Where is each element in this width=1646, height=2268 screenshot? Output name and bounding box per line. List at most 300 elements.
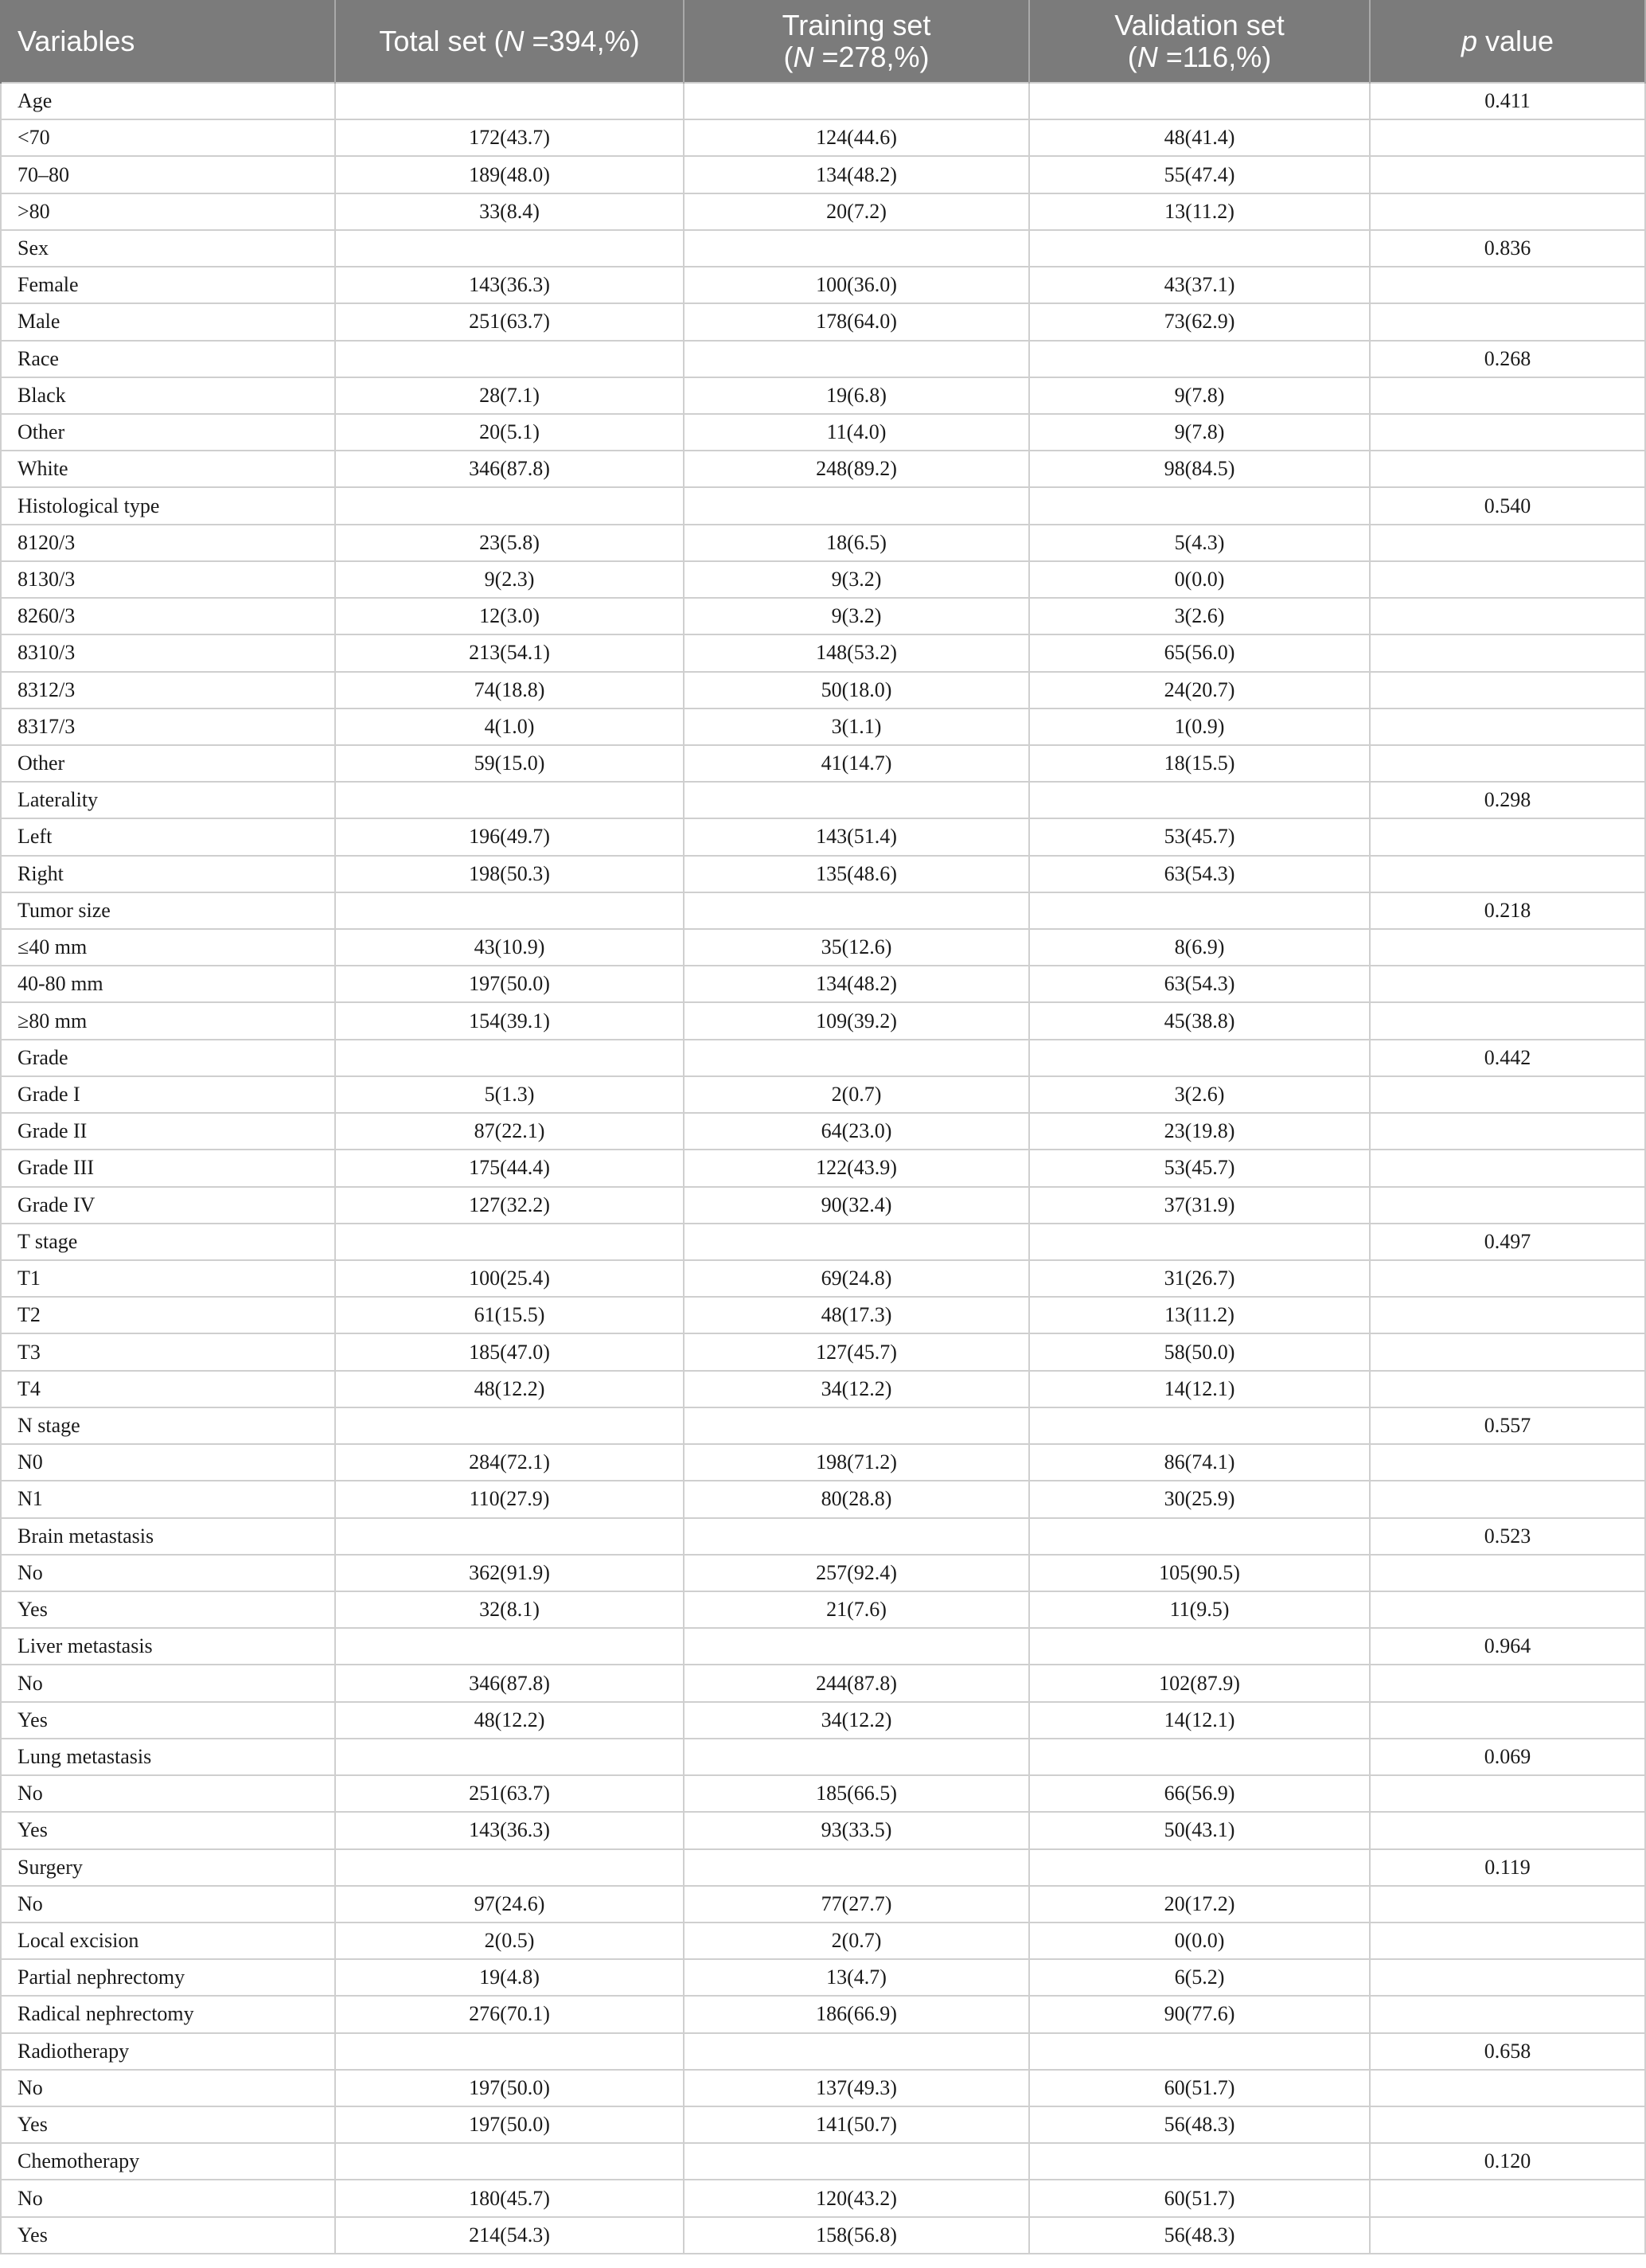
table-row: [1, 341, 1645, 377]
cell-variable: Chemotherapy: [1, 2143, 335, 2180]
table-header: [1, 0, 1645, 83]
cell-validation-set: 66(56.9): [1029, 1775, 1370, 1812]
cell-total-set: [335, 487, 684, 524]
cell-total-set: [335, 1849, 684, 1886]
cell-total-set: 196(49.7): [335, 818, 684, 855]
cell-validation-set: [1029, 1407, 1370, 1444]
cell-validation-set: 3(2.6): [1029, 598, 1370, 634]
cell-total-set: 189(48.0): [335, 156, 684, 193]
cell-training-set: 248(89.2): [684, 451, 1029, 487]
table-row: [1, 1849, 1645, 1886]
cell-total-set: [335, 341, 684, 377]
cell-total-set: 346(87.8): [335, 1665, 684, 1701]
table-row: [1, 1665, 1645, 1701]
cell-validation-set: 30(25.9): [1029, 1481, 1370, 1517]
cell-p-value: [1370, 1555, 1645, 1591]
cell-validation-set: 37(31.9): [1029, 1187, 1370, 1224]
cell-p-value: 0.119: [1370, 1849, 1645, 1886]
table-row: [1, 892, 1645, 929]
cell-variable: Grade III: [1, 1150, 335, 1186]
cell-training-set: 20(7.2): [684, 193, 1029, 230]
cell-variable: No: [1, 1775, 335, 1812]
cell-training-set: [684, 1040, 1029, 1076]
cell-training-set: 2(0.7): [684, 1076, 1029, 1113]
cell-total-set: 251(63.7): [335, 1775, 684, 1812]
cell-validation-set: [1029, 230, 1370, 267]
cell-p-value: 0.523: [1370, 1518, 1645, 1555]
header-total-set: Total set (N =394,%): [335, 0, 684, 83]
cell-p-value: [1370, 1187, 1645, 1224]
cell-training-set: [684, 892, 1029, 929]
cell-validation-set: [1029, 341, 1370, 377]
cell-p-value: [1370, 966, 1645, 1002]
cell-variable: 40-80 mm: [1, 966, 335, 1002]
cell-p-value: [1370, 1812, 1645, 1848]
cell-total-set: 172(43.7): [335, 119, 684, 156]
cell-variable: N1: [1, 1481, 335, 1517]
cell-total-set: 61(15.5): [335, 1297, 684, 1333]
cell-variable: Lung metastasis: [1, 1739, 335, 1775]
table-row: [1, 2033, 1645, 2070]
cell-training-set: 143(51.4): [684, 818, 1029, 855]
table-row: [1, 1775, 1645, 1812]
cell-variable: Male: [1, 303, 335, 340]
table-row: [1, 1959, 1645, 1996]
table-row: [1, 414, 1645, 451]
cell-p-value: 0.658: [1370, 2033, 1645, 2070]
cell-p-value: [1370, 2106, 1645, 2143]
table-row: [1, 1996, 1645, 2032]
cell-validation-set: [1029, 487, 1370, 524]
cell-variable: Left: [1, 818, 335, 855]
cell-p-value: [1370, 2180, 1645, 2216]
cell-validation-set: 60(51.7): [1029, 2180, 1370, 2216]
cell-training-set: [684, 230, 1029, 267]
cell-variable: Tumor size: [1, 892, 335, 929]
cell-total-set: 143(36.3): [335, 267, 684, 303]
cell-training-set: 9(3.2): [684, 561, 1029, 598]
cell-p-value: [1370, 1371, 1645, 1407]
table-row: [1, 1812, 1645, 1848]
cell-total-set: [335, 1518, 684, 1555]
cell-validation-set: [1029, 1518, 1370, 1555]
cell-validation-set: 14(12.1): [1029, 1702, 1370, 1739]
table-row: [1, 1187, 1645, 1224]
table-row: [1, 1555, 1645, 1591]
table-row: [1, 745, 1645, 782]
cell-p-value: [1370, 1702, 1645, 1739]
cell-validation-set: 55(47.4): [1029, 156, 1370, 193]
cell-training-set: 109(39.2): [684, 1002, 1029, 1039]
cell-training-set: 80(28.8): [684, 1481, 1029, 1517]
cell-total-set: [335, 1224, 684, 1260]
cell-total-set: [335, 892, 684, 929]
cell-total-set: 48(12.2): [335, 1702, 684, 1739]
cell-total-set: 175(44.4): [335, 1150, 684, 1186]
cell-total-set: 33(8.4): [335, 193, 684, 230]
cell-variable: 70–80: [1, 156, 335, 193]
cell-p-value: [1370, 929, 1645, 966]
cell-training-set: [684, 83, 1029, 119]
cell-validation-set: [1029, 1849, 1370, 1886]
cell-variable: No: [1, 1665, 335, 1701]
table-row: [1, 1371, 1645, 1407]
cell-training-set: 18(6.5): [684, 525, 1029, 561]
table-row: [1, 856, 1645, 892]
cell-variable: Brain metastasis: [1, 1518, 335, 1555]
cell-variable: Other: [1, 414, 335, 451]
cell-variable: Race: [1, 341, 335, 377]
cell-p-value: [1370, 1113, 1645, 1150]
header-row: [1, 0, 1645, 83]
cell-total-set: 59(15.0): [335, 745, 684, 782]
cell-p-value: [1370, 1260, 1645, 1297]
cell-training-set: 35(12.6): [684, 929, 1029, 966]
cell-total-set: [335, 1739, 684, 1775]
cell-total-set: 2(0.5): [335, 1923, 684, 1959]
cell-total-set: 251(63.7): [335, 303, 684, 340]
cell-total-set: 180(45.7): [335, 2180, 684, 2216]
cell-training-set: 13(4.7): [684, 1959, 1029, 1996]
cell-validation-set: 13(11.2): [1029, 1297, 1370, 1333]
cell-total-set: [335, 83, 684, 119]
cell-p-value: 0.964: [1370, 1628, 1645, 1665]
cell-training-set: 9(3.2): [684, 598, 1029, 634]
table-row: [1, 1923, 1645, 1959]
cell-validation-set: 45(38.8): [1029, 1002, 1370, 1039]
cell-training-set: 41(14.7): [684, 745, 1029, 782]
cell-total-set: 213(54.1): [335, 634, 684, 671]
cell-total-set: 48(12.2): [335, 1371, 684, 1407]
cell-variable: Partial nephrectomy: [1, 1959, 335, 1996]
cell-validation-set: [1029, 782, 1370, 818]
cell-variable: Sex: [1, 230, 335, 267]
cell-variable: T4: [1, 1371, 335, 1407]
table-row: [1, 230, 1645, 267]
cell-training-set: [684, 1518, 1029, 1555]
table-row: [1, 2217, 1645, 2254]
table-row: [1, 598, 1645, 634]
cell-validation-set: 5(4.3): [1029, 525, 1370, 561]
cell-total-set: [335, 782, 684, 818]
cell-variable: T2: [1, 1297, 335, 1333]
cell-total-set: 9(2.3): [335, 561, 684, 598]
table-row: [1, 377, 1645, 414]
table-row: [1, 709, 1645, 745]
cell-validation-set: 50(43.1): [1029, 1812, 1370, 1848]
cell-total-set: 362(91.9): [335, 1555, 684, 1591]
cell-variable: T1: [1, 1260, 335, 1297]
cell-validation-set: [1029, 1628, 1370, 1665]
cell-p-value: [1370, 856, 1645, 892]
cell-validation-set: 63(54.3): [1029, 856, 1370, 892]
cell-total-set: 198(50.3): [335, 856, 684, 892]
cell-training-set: 137(49.3): [684, 2070, 1029, 2106]
cell-p-value: [1370, 1886, 1645, 1923]
table-row: [1, 561, 1645, 598]
cell-total-set: 127(32.2): [335, 1187, 684, 1224]
cell-training-set: [684, 1224, 1029, 1260]
cell-training-set: 77(27.7): [684, 1886, 1029, 1923]
table-row: [1, 966, 1645, 1002]
table-row: [1, 1076, 1645, 1113]
cell-variable: No: [1, 1886, 335, 1923]
cell-validation-set: 31(26.7): [1029, 1260, 1370, 1297]
cell-training-set: [684, 2143, 1029, 2180]
cell-validation-set: 56(48.3): [1029, 2106, 1370, 2143]
cell-total-set: 276(70.1): [335, 1996, 684, 2032]
cell-training-set: [684, 1849, 1029, 1886]
cell-variable: Yes: [1, 2217, 335, 2254]
cell-p-value: [1370, 745, 1645, 782]
cell-training-set: 134(48.2): [684, 966, 1029, 1002]
table-row: [1, 1297, 1645, 1333]
cell-total-set: 5(1.3): [335, 1076, 684, 1113]
cell-p-value: [1370, 1002, 1645, 1039]
cell-total-set: 74(18.8): [335, 672, 684, 709]
cell-validation-set: 53(45.7): [1029, 1150, 1370, 1186]
cell-validation-set: 6(5.2): [1029, 1959, 1370, 1996]
cell-variable: ≥80 mm: [1, 1002, 335, 1039]
header-validation-set: Validation set (N =116,%): [1029, 0, 1370, 83]
cell-p-value: [1370, 1481, 1645, 1517]
cell-p-value: [1370, 1996, 1645, 2032]
table-row: [1, 525, 1645, 561]
cell-variable: 8120/3: [1, 525, 335, 561]
cell-validation-set: 48(41.4): [1029, 119, 1370, 156]
cell-training-set: 178(64.0): [684, 303, 1029, 340]
cell-variable: No: [1, 2070, 335, 2106]
cell-p-value: 0.540: [1370, 487, 1645, 524]
cell-training-set: 100(36.0): [684, 267, 1029, 303]
cell-total-set: 197(50.0): [335, 966, 684, 1002]
table-row: [1, 83, 1645, 119]
cell-p-value: [1370, 2070, 1645, 2106]
cell-training-set: 69(24.8): [684, 1260, 1029, 1297]
cell-training-set: 257(92.4): [684, 1555, 1029, 1591]
cell-variable: 8260/3: [1, 598, 335, 634]
cell-training-set: 21(7.6): [684, 1591, 1029, 1628]
table-row: [1, 1628, 1645, 1665]
cell-training-set: 120(43.2): [684, 2180, 1029, 2216]
cell-variable: Other: [1, 745, 335, 782]
cell-training-set: 48(17.3): [684, 1297, 1029, 1333]
cell-validation-set: 24(20.7): [1029, 672, 1370, 709]
cell-validation-set: [1029, 2143, 1370, 2180]
table-row: [1, 267, 1645, 303]
table-row: [1, 634, 1645, 671]
cell-p-value: [1370, 1076, 1645, 1113]
cell-p-value: [1370, 525, 1645, 561]
cell-variable: Histological type: [1, 487, 335, 524]
cell-training-set: 50(18.0): [684, 672, 1029, 709]
table-row: [1, 119, 1645, 156]
cell-training-set: 148(53.2): [684, 634, 1029, 671]
cell-validation-set: 3(2.6): [1029, 1076, 1370, 1113]
cell-validation-set: [1029, 83, 1370, 119]
cell-training-set: 185(66.5): [684, 1775, 1029, 1812]
cell-variable: N0: [1, 1444, 335, 1481]
cell-training-set: [684, 782, 1029, 818]
cell-training-set: 34(12.2): [684, 1702, 1029, 1739]
cell-variable: Laterality: [1, 782, 335, 818]
cell-total-set: 110(27.9): [335, 1481, 684, 1517]
table-row: [1, 1040, 1645, 1076]
cell-p-value: [1370, 193, 1645, 230]
table-row: [1, 2180, 1645, 2216]
cell-p-value: [1370, 561, 1645, 598]
table-row: [1, 929, 1645, 966]
cell-total-set: [335, 2033, 684, 2070]
cell-p-value: 0.268: [1370, 341, 1645, 377]
cell-validation-set: [1029, 1224, 1370, 1260]
cell-training-set: 64(23.0): [684, 1113, 1029, 1150]
cell-training-set: 122(43.9): [684, 1150, 1029, 1186]
cell-variable: Black: [1, 377, 335, 414]
cell-validation-set: 86(74.1): [1029, 1444, 1370, 1481]
cell-p-value: [1370, 156, 1645, 193]
cell-validation-set: 98(84.5): [1029, 451, 1370, 487]
table-row: [1, 782, 1645, 818]
cell-p-value: 0.120: [1370, 2143, 1645, 2180]
cell-total-set: [335, 1040, 684, 1076]
cell-variable: T3: [1, 1333, 335, 1370]
cell-total-set: 20(5.1): [335, 414, 684, 451]
cell-total-set: 284(72.1): [335, 1444, 684, 1481]
cell-training-set: [684, 1407, 1029, 1444]
cell-training-set: 124(44.6): [684, 119, 1029, 156]
cell-p-value: [1370, 267, 1645, 303]
table-row: [1, 487, 1645, 524]
cell-p-value: [1370, 709, 1645, 745]
cell-p-value: [1370, 1333, 1645, 1370]
table-row: [1, 193, 1645, 230]
cell-total-set: 214(54.3): [335, 2217, 684, 2254]
cell-validation-set: 60(51.7): [1029, 2070, 1370, 2106]
cell-total-set: 346(87.8): [335, 451, 684, 487]
cell-variable: 8130/3: [1, 561, 335, 598]
cell-total-set: 4(1.0): [335, 709, 684, 745]
cell-p-value: 0.411: [1370, 83, 1645, 119]
table-row: [1, 1002, 1645, 1039]
cell-training-set: 93(33.5): [684, 1812, 1029, 1848]
table-row: [1, 1113, 1645, 1150]
cell-variable: Right: [1, 856, 335, 892]
cell-variable: 8317/3: [1, 709, 335, 745]
cell-training-set: [684, 2033, 1029, 2070]
header-training-set: Training set (N =278,%): [684, 0, 1029, 83]
cell-variable: Yes: [1, 1591, 335, 1628]
cell-validation-set: 105(90.5): [1029, 1555, 1370, 1591]
cell-variable: Radiotherapy: [1, 2033, 335, 2070]
cell-p-value: 0.218: [1370, 892, 1645, 929]
cell-p-value: [1370, 1591, 1645, 1628]
table-row: [1, 1702, 1645, 1739]
cell-p-value: [1370, 1150, 1645, 1186]
cell-validation-set: 13(11.2): [1029, 193, 1370, 230]
cell-p-value: 0.557: [1370, 1407, 1645, 1444]
cell-total-set: 32(8.1): [335, 1591, 684, 1628]
cell-p-value: 0.836: [1370, 230, 1645, 267]
cell-p-value: [1370, 1444, 1645, 1481]
cell-training-set: [684, 487, 1029, 524]
cell-variable: Yes: [1, 2106, 335, 2143]
cell-validation-set: 23(19.8): [1029, 1113, 1370, 1150]
cell-total-set: 143(36.3): [335, 1812, 684, 1848]
cell-variable: >80: [1, 193, 335, 230]
cell-validation-set: 63(54.3): [1029, 966, 1370, 1002]
cell-training-set: 186(66.9): [684, 1996, 1029, 2032]
cell-training-set: 11(4.0): [684, 414, 1029, 451]
cell-validation-set: 18(15.5): [1029, 745, 1370, 782]
cell-p-value: [1370, 303, 1645, 340]
cell-variable: Grade II: [1, 1113, 335, 1150]
cell-p-value: [1370, 634, 1645, 671]
cell-p-value: [1370, 119, 1645, 156]
table-body: [1, 83, 1645, 2254]
cell-validation-set: [1029, 892, 1370, 929]
table-row: [1, 1333, 1645, 1370]
cell-validation-set: 14(12.1): [1029, 1371, 1370, 1407]
cell-p-value: [1370, 1959, 1645, 1996]
cell-variable: Age: [1, 83, 335, 119]
header-p-value: p value: [1370, 0, 1645, 83]
cell-training-set: 134(48.2): [684, 156, 1029, 193]
table-row: [1, 303, 1645, 340]
table-row: [1, 1224, 1645, 1260]
cell-training-set: 127(45.7): [684, 1333, 1029, 1370]
cell-validation-set: 0(0.0): [1029, 1923, 1370, 1959]
cell-variable: Grade I: [1, 1076, 335, 1113]
cell-total-set: 87(22.1): [335, 1113, 684, 1150]
header-variables: Variables: [1, 0, 335, 83]
cell-variable: 8312/3: [1, 672, 335, 709]
cell-p-value: 0.497: [1370, 1224, 1645, 1260]
table-row: [1, 1481, 1645, 1517]
cell-variable: Liver metastasis: [1, 1628, 335, 1665]
cell-total-set: 43(10.9): [335, 929, 684, 966]
cell-total-set: 197(50.0): [335, 2106, 684, 2143]
cell-p-value: [1370, 377, 1645, 414]
cell-training-set: [684, 341, 1029, 377]
table-row: [1, 1444, 1645, 1481]
table-row: [1, 451, 1645, 487]
cell-total-set: 154(39.1): [335, 1002, 684, 1039]
table-row: [1, 2106, 1645, 2143]
cell-total-set: 23(5.8): [335, 525, 684, 561]
cell-validation-set: 8(6.9): [1029, 929, 1370, 966]
cell-total-set: [335, 2143, 684, 2180]
cell-total-set: 28(7.1): [335, 377, 684, 414]
cell-validation-set: 56(48.3): [1029, 2217, 1370, 2254]
cell-p-value: 0.298: [1370, 782, 1645, 818]
cell-p-value: [1370, 1665, 1645, 1701]
cell-training-set: 244(87.8): [684, 1665, 1029, 1701]
cell-variable: T stage: [1, 1224, 335, 1260]
cell-validation-set: [1029, 1040, 1370, 1076]
cell-variable: Yes: [1, 1812, 335, 1848]
table-row: [1, 1407, 1645, 1444]
cell-validation-set: 0(0.0): [1029, 561, 1370, 598]
cell-variable: No: [1, 2180, 335, 2216]
cell-p-value: [1370, 414, 1645, 451]
cell-validation-set: 53(45.7): [1029, 818, 1370, 855]
cell-p-value: [1370, 1923, 1645, 1959]
table-row: [1, 2070, 1645, 2106]
table-row: [1, 818, 1645, 855]
cell-variable: N stage: [1, 1407, 335, 1444]
cell-validation-set: [1029, 2033, 1370, 2070]
